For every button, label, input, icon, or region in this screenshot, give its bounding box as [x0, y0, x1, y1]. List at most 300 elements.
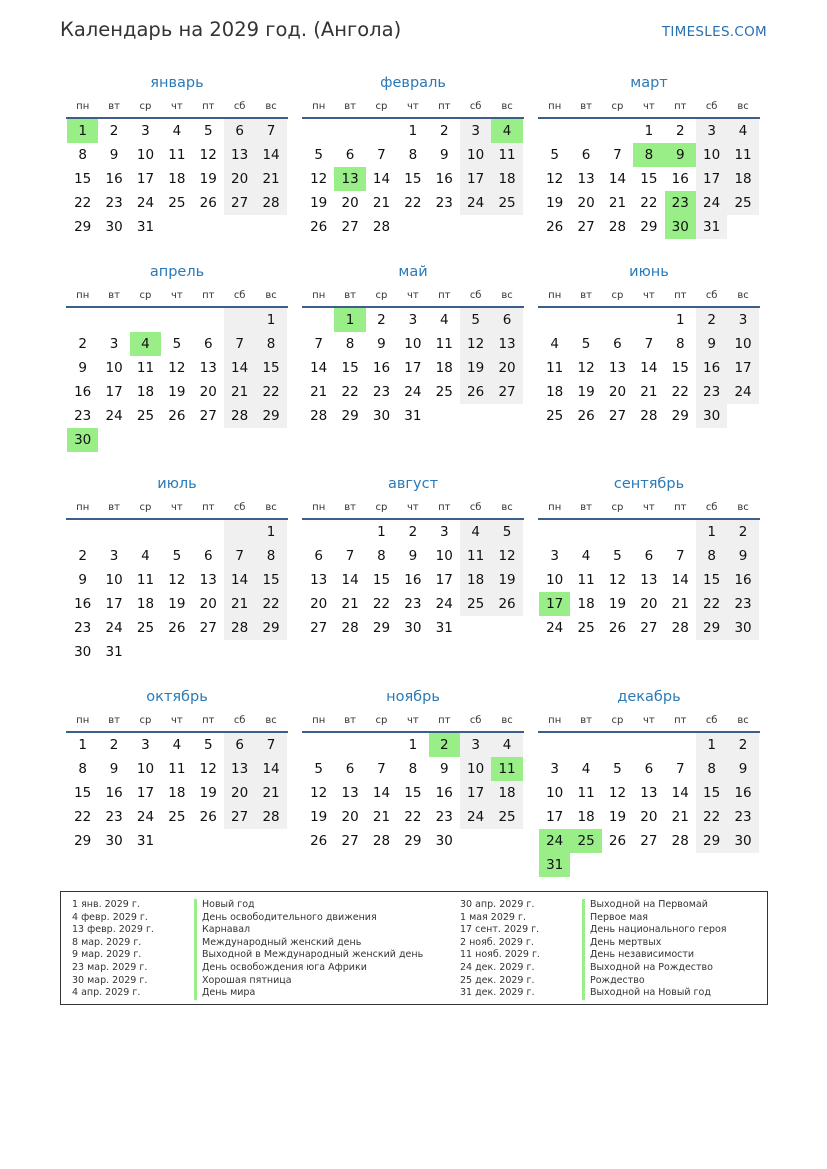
weekday-label: вт	[344, 290, 356, 301]
day-cell: 17	[696, 167, 727, 191]
day-cell: 4	[581, 761, 591, 777]
day-cell: 12	[199, 761, 217, 777]
holiday-day-cell: 30	[67, 428, 98, 452]
day-cell: 8	[408, 147, 418, 163]
day-cell: 25	[460, 592, 491, 616]
holiday-date: 1 мая 2029 г.	[460, 911, 526, 923]
day-cell: 12	[577, 360, 595, 376]
day-cell: 5	[314, 147, 323, 163]
day-cell: 7	[675, 548, 685, 564]
day-cell: 25	[727, 191, 758, 215]
day-cell: 20	[640, 809, 658, 825]
weekday-label: вт	[580, 715, 592, 726]
day-cell: 16	[404, 572, 422, 588]
month-name: март	[630, 75, 668, 91]
day-cell: 12	[168, 572, 186, 588]
weekday-label: чт	[643, 290, 655, 301]
weekday-label: пт	[438, 290, 451, 301]
day-cell: 9	[109, 147, 119, 163]
weekday-label: чт	[643, 101, 655, 112]
day-cell: 23	[727, 805, 758, 829]
day-grid	[302, 520, 524, 640]
day-cell: 26	[577, 408, 595, 424]
day-cell: 22	[372, 596, 391, 612]
holiday-date: 8 мар. 2029 г.	[72, 936, 142, 948]
empty-cell	[665, 733, 696, 757]
day-cell: 10	[460, 757, 491, 781]
day-cell: 27	[640, 620, 658, 636]
day-cell: 20	[224, 167, 255, 191]
weekday-label: пт	[674, 502, 687, 513]
empty-cell	[570, 520, 601, 544]
day-cell: 21	[224, 380, 255, 404]
day-cell: 20	[310, 596, 328, 612]
weekday-label: ср	[139, 101, 152, 112]
day-cell: 24	[727, 380, 758, 404]
empty-cell	[98, 520, 129, 544]
day-cell: 16	[74, 384, 92, 400]
holiday-row	[72, 924, 423, 937]
empty-cell	[161, 520, 192, 544]
weekday-label: сб	[705, 290, 718, 301]
weekday-header	[302, 286, 524, 308]
day-cell: 13	[608, 360, 627, 376]
day-cell: 8	[696, 757, 727, 781]
holiday-day-cell: 8	[633, 143, 664, 167]
empty-cell	[161, 308, 192, 332]
weekday-label: вт	[580, 101, 592, 112]
weekday-label: чт	[171, 290, 183, 301]
holiday-day-cell: 30	[665, 215, 696, 239]
day-cell: 31	[435, 620, 453, 636]
holiday-row	[460, 962, 727, 975]
empty-cell	[570, 119, 601, 143]
weekday-header	[538, 286, 760, 308]
holiday-date: 25 дек. 2029 г.	[460, 974, 535, 986]
day-cell: 6	[581, 147, 591, 163]
empty-cell	[193, 308, 224, 332]
day-cell: 15	[696, 568, 727, 592]
day-cell: 30	[105, 833, 123, 849]
day-cell: 19	[577, 384, 595, 400]
month-name: январь	[150, 75, 204, 91]
day-cell: 3	[460, 733, 491, 757]
day-cell: 10	[136, 761, 155, 777]
day-cell: 23	[105, 195, 123, 211]
day-cell: 23	[372, 384, 391, 400]
day-cell: 26	[310, 219, 328, 235]
month-name: февраль	[380, 75, 446, 91]
day-cell: 19	[168, 596, 186, 612]
day-cell: 4	[491, 733, 522, 757]
month-name: ноябрь	[386, 689, 440, 705]
weekday-label: сб	[233, 715, 246, 726]
day-cell: 22	[341, 384, 359, 400]
weekday-header	[538, 97, 760, 119]
day-cell: 9	[439, 147, 449, 163]
holiday-name: День национального героя	[582, 924, 727, 937]
month-1	[66, 72, 288, 239]
day-cell: 8	[675, 336, 685, 352]
day-cell: 18	[727, 167, 758, 191]
day-cell: 17	[105, 384, 123, 400]
day-cell: 22	[640, 195, 658, 211]
holiday-date: 11 нояб. 2029 г.	[460, 949, 540, 961]
day-cell: 13	[310, 572, 328, 588]
day-cell: 15	[255, 568, 286, 592]
day-cell: 14	[608, 171, 627, 187]
day-cell: 28	[640, 408, 658, 424]
weekday-label: пн	[76, 101, 90, 112]
holiday-row	[460, 987, 727, 1000]
day-cell: 29	[671, 408, 689, 424]
day-cell: 15	[74, 785, 92, 801]
day-cell: 20	[608, 384, 627, 400]
weekday-label: вт	[344, 502, 356, 513]
day-cell: 3	[439, 524, 449, 540]
day-cell: 24	[136, 195, 155, 211]
day-cell: 5	[613, 761, 622, 777]
empty-cell	[224, 308, 255, 332]
day-cell: 18	[577, 809, 595, 825]
day-cell: 29	[640, 219, 658, 235]
month-name: декабрь	[617, 689, 681, 705]
weekday-label: пт	[202, 290, 215, 301]
empty-cell	[130, 520, 161, 544]
holiday-date: 1 янв. 2029 г.	[72, 899, 140, 910]
weekday-header	[66, 711, 288, 733]
day-cell: 7	[224, 544, 255, 568]
day-cell: 14	[224, 356, 255, 380]
holiday-day-cell: 11	[491, 757, 522, 781]
weekday-label: вс	[737, 101, 749, 112]
day-cell: 3	[109, 548, 119, 564]
holiday-name: День мира	[194, 987, 255, 1000]
day-cell: 18	[491, 781, 522, 805]
day-cell: 4	[550, 336, 559, 352]
day-cell: 14	[671, 572, 689, 588]
day-cell: 1	[696, 520, 727, 544]
day-cell: 30	[74, 644, 92, 660]
weekday-label: сб	[233, 290, 246, 301]
day-cell: 6	[644, 761, 654, 777]
day-cell: 9	[439, 761, 449, 777]
day-cell: 29	[255, 404, 286, 428]
holidays-table	[60, 891, 768, 1005]
day-cell: 27	[608, 408, 627, 424]
month-8	[302, 473, 524, 640]
holiday-date: 4 апр. 2029 г.	[72, 987, 141, 999]
day-cell: 22	[404, 809, 422, 825]
weekday-label: пн	[548, 715, 562, 726]
day-grid	[538, 520, 760, 640]
day-cell: 4	[727, 119, 758, 143]
day-cell: 1	[408, 123, 418, 139]
day-cell: 16	[435, 785, 453, 801]
day-cell: 20	[199, 596, 217, 612]
empty-cell	[570, 308, 601, 332]
day-cell: 18	[546, 384, 564, 400]
day-cell: 23	[74, 620, 92, 636]
day-cell: 25	[491, 191, 522, 215]
holiday-row	[72, 987, 423, 1000]
empty-cell	[539, 308, 570, 332]
month-12	[538, 686, 760, 877]
holiday-row	[72, 912, 423, 925]
month-name: сентябрь	[613, 476, 685, 492]
day-cell: 9	[377, 336, 386, 352]
day-cell: 14	[224, 568, 255, 592]
day-cell: 21	[310, 384, 328, 400]
day-cell: 10	[105, 572, 123, 588]
day-cell: 24	[460, 805, 491, 829]
day-cell: 22	[255, 592, 286, 616]
empty-cell	[602, 520, 633, 544]
day-cell: 14	[372, 171, 391, 187]
holiday-name: Рождество	[582, 975, 645, 988]
day-cell: 10	[546, 572, 564, 588]
weekday-header	[538, 498, 760, 520]
day-cell: 12	[608, 785, 627, 801]
empty-cell	[334, 733, 365, 757]
day-cell: 29	[372, 620, 391, 636]
day-cell: 1	[78, 737, 87, 753]
weekday-label: вс	[265, 715, 277, 726]
day-cell: 21	[255, 167, 286, 191]
day-cell: 17	[546, 809, 564, 825]
day-cell: 18	[491, 167, 522, 191]
holiday-name: Выходной в Международный женский день	[194, 949, 423, 962]
weekday-label: чт	[407, 290, 419, 301]
day-grid	[66, 119, 288, 239]
day-cell: 21	[255, 781, 286, 805]
weekday-label: вс	[265, 290, 277, 301]
day-cell: 11	[577, 572, 595, 588]
day-cell: 26	[168, 620, 186, 636]
day-cell: 28	[671, 833, 689, 849]
holiday-day-cell: 24	[539, 829, 570, 853]
day-cell: 3	[460, 119, 491, 143]
weekday-label: вт	[108, 715, 120, 726]
day-cell: 16	[435, 171, 453, 187]
day-cell: 28	[224, 404, 255, 428]
day-cell: 5	[203, 123, 213, 139]
day-cell: 3	[727, 308, 758, 332]
day-cell: 3	[550, 548, 559, 564]
empty-cell	[539, 119, 570, 143]
day-cell: 11	[168, 761, 186, 777]
day-cell: 19	[546, 195, 564, 211]
day-cell: 3	[141, 737, 150, 753]
weekday-label: вс	[501, 715, 513, 726]
day-cell: 31	[136, 833, 155, 849]
weekday-label: пт	[202, 101, 215, 112]
day-cell: 2	[727, 520, 758, 544]
day-cell: 19	[491, 568, 522, 592]
day-cell: 13	[224, 143, 255, 167]
day-cell: 26	[608, 620, 627, 636]
day-grid	[302, 733, 524, 853]
day-cell: 17	[404, 360, 422, 376]
weekday-label: сб	[469, 101, 482, 112]
day-grid	[538, 733, 760, 877]
day-cell: 10	[136, 147, 155, 163]
empty-cell	[303, 308, 334, 332]
day-cell: 11	[460, 544, 491, 568]
weekday-header	[538, 711, 760, 733]
day-cell: 1	[675, 312, 685, 328]
day-cell: 7	[345, 548, 355, 564]
holiday-name: Хорошая пятница	[194, 975, 292, 988]
day-cell: 30	[696, 404, 727, 428]
weekday-header	[302, 97, 524, 119]
weekday-label: пн	[76, 290, 90, 301]
day-cell: 13	[341, 785, 359, 801]
day-cell: 2	[408, 524, 418, 540]
weekday-label: вс	[737, 290, 749, 301]
weekday-label: чт	[171, 502, 183, 513]
day-cell: 26	[310, 833, 328, 849]
day-cell: 21	[341, 596, 359, 612]
month-name: июль	[157, 476, 197, 492]
day-cell: 14	[372, 785, 391, 801]
holiday-name: Международный женский день	[194, 937, 361, 950]
day-cell: 10	[105, 360, 123, 376]
month-name: апрель	[149, 264, 205, 280]
holiday-date: 30 мар. 2029 г.	[72, 974, 148, 986]
day-cell: 5	[491, 520, 522, 544]
month-3	[538, 72, 760, 239]
day-cell: 15	[696, 781, 727, 805]
day-cell: 30	[727, 829, 758, 853]
empty-cell	[224, 520, 255, 544]
day-cell: 30	[372, 408, 391, 424]
day-cell: 4	[581, 548, 591, 564]
day-cell: 27	[577, 219, 595, 235]
day-cell: 27	[491, 380, 522, 404]
day-cell: 19	[310, 195, 328, 211]
day-cell: 24	[404, 384, 422, 400]
holiday-name: Выходной на Рождество	[582, 962, 713, 975]
day-cell: 14	[341, 572, 359, 588]
holiday-row	[72, 937, 423, 950]
day-cell: 3	[141, 123, 150, 139]
weekday-label: ср	[375, 101, 388, 112]
day-cell: 12	[199, 147, 217, 163]
day-cell: 12	[608, 572, 627, 588]
weekday-label: вт	[344, 715, 356, 726]
empty-cell	[130, 308, 161, 332]
weekday-label: ср	[375, 715, 388, 726]
day-cell: 17	[435, 572, 453, 588]
holiday-day-cell: 17	[539, 592, 570, 616]
holiday-row	[72, 962, 423, 975]
day-cell: 29	[74, 833, 92, 849]
holidays-column-left	[72, 899, 423, 1000]
day-cell: 17	[460, 167, 491, 191]
day-cell: 25	[491, 805, 522, 829]
day-cell: 25	[136, 620, 155, 636]
day-cell: 2	[78, 336, 87, 352]
day-cell: 7	[314, 336, 323, 352]
weekday-label: вт	[108, 290, 120, 301]
day-cell: 10	[727, 332, 758, 356]
weekday-label: ср	[139, 502, 152, 513]
weekday-label: пн	[76, 502, 90, 513]
holiday-name: День мертвых	[582, 937, 661, 950]
day-cell: 11	[727, 143, 758, 167]
day-cell: 4	[141, 548, 150, 564]
day-cell: 17	[727, 356, 758, 380]
day-cell: 7	[224, 332, 255, 356]
day-cell: 18	[577, 596, 595, 612]
day-cell: 22	[74, 195, 92, 211]
holiday-date: 17 сент. 2029 г.	[460, 924, 540, 936]
day-cell: 28	[255, 805, 286, 829]
day-cell: 26	[168, 408, 186, 424]
holiday-name: Новый год	[194, 899, 255, 912]
empty-cell	[303, 119, 334, 143]
day-cell: 8	[696, 544, 727, 568]
empty-cell	[303, 733, 334, 757]
holiday-day-cell: 1	[334, 308, 365, 332]
day-cell: 29	[696, 829, 727, 853]
day-cell: 21	[372, 809, 391, 825]
day-cell: 22	[74, 809, 92, 825]
day-cell: 7	[613, 147, 622, 163]
holiday-day-cell: 23	[665, 191, 696, 215]
day-cell: 28	[372, 833, 391, 849]
day-cell: 2	[675, 123, 685, 139]
weekday-label: ср	[139, 290, 152, 301]
day-cell: 22	[696, 805, 727, 829]
weekday-label: чт	[171, 715, 183, 726]
holiday-date: 4 февр. 2029 г.	[72, 911, 148, 923]
day-cell: 31	[404, 408, 422, 424]
holiday-date: 2 нояб. 2029 г.	[460, 936, 534, 948]
day-cell: 17	[136, 171, 155, 187]
day-cell: 5	[550, 147, 559, 163]
weekday-label: пн	[312, 290, 326, 301]
day-cell: 16	[671, 171, 689, 187]
empty-cell	[366, 733, 397, 757]
day-cell: 5	[172, 548, 182, 564]
day-cell: 20	[491, 356, 522, 380]
day-cell: 26	[546, 219, 564, 235]
weekday-label: вс	[737, 715, 749, 726]
holiday-date: 9 мар. 2029 г.	[72, 949, 142, 961]
day-cell: 9	[78, 572, 87, 588]
site-link[interactable]: TIMESLES.COM	[661, 24, 767, 40]
day-cell: 13	[199, 572, 217, 588]
day-cell: 23	[727, 592, 758, 616]
weekday-label: ср	[611, 715, 624, 726]
holiday-day-cell: 4	[491, 119, 522, 143]
day-cell: 25	[168, 195, 186, 211]
day-cell: 26	[608, 833, 627, 849]
weekday-label: сб	[469, 715, 482, 726]
month-11	[302, 686, 524, 853]
day-cell: 6	[203, 336, 213, 352]
day-cell: 21	[640, 384, 658, 400]
day-cell: 23	[74, 408, 92, 424]
holiday-date: 24 дек. 2029 г.	[460, 961, 535, 973]
empty-cell	[602, 119, 633, 143]
day-cell: 18	[136, 596, 155, 612]
day-cell: 27	[640, 833, 658, 849]
day-cell: 8	[78, 761, 87, 777]
day-cell: 27	[199, 408, 217, 424]
